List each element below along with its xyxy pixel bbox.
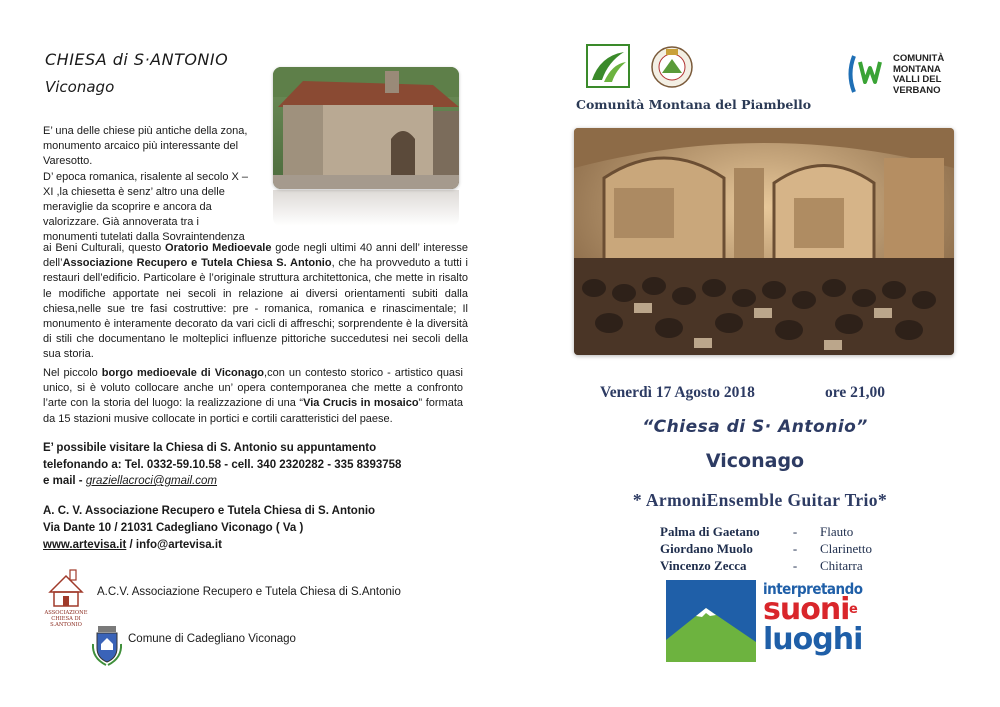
- comunita-montana-name: Comunità Montana del Piambello: [576, 97, 812, 112]
- contact-mail-label: e mail -: [43, 475, 86, 487]
- association-block: A. C. V. Associazione Recupero e Tutela Chiesa di S. Antonio Via Dante 10 / 21031 Cadegliano Viconago ( Va ) www.artevisa.it / info@artevisa.it: [43, 503, 463, 554]
- cmv-line: VALLI DEL: [893, 74, 942, 85]
- event-date: Venerdì 17 Agosto 2018: [600, 384, 755, 401]
- association-email[interactable]: info@artevisa.it: [135, 539, 222, 551]
- intro-line: Varesotto.: [43, 155, 93, 168]
- musician-row: Palma di Gaetano - Flauto: [660, 524, 854, 539]
- intro-line: monumenti tutelati dalla Sovraintendenza: [43, 231, 245, 244]
- concert-photo: [574, 128, 954, 355]
- comune-crest-icon: [90, 624, 124, 668]
- musician-instrument: Chitarra: [820, 558, 863, 573]
- association-address: Via Dante 10 / 21031 Cadegliano Viconago ( Va ): [43, 522, 304, 534]
- logo-word-4: luoghi: [763, 622, 863, 657]
- musician-instrument: Flauto: [820, 524, 854, 539]
- logo-word-3: e: [849, 602, 858, 617]
- left-subtitle: Viconago: [45, 78, 115, 96]
- piambello-seal-icon: [650, 43, 694, 91]
- borgo-paragraph: Nel piccolo borgo medioevale di Viconago,con un contesto storico - artistico quasi unico, si è voluto collocare anche un’ opera contemporanea che mette a confronto l’arte con la storia del luogo: la realizzazione di una “Via Crucis in mosaico” formata da 15 stazioni musive collocate in portici e cortili caratteristici del paese.: [43, 367, 464, 425]
- ensemble-name: * ArmoniEnsemble Guitar Trio*: [632, 490, 888, 510]
- association-name: A. C. V. Associazione Recupero e Tutela Chiesa di S. Antonio: [43, 505, 376, 517]
- contact-phone: telefonando a: Tel. 0332-59.10.58 - cell. 340 2320282 - 335 8393758: [43, 458, 402, 471]
- footer-comune: Comune di Cadegliano Viconago: [128, 633, 296, 645]
- logo-word-1: interpretando: [763, 580, 863, 598]
- musician-name: Vincenzo Zecca: [660, 558, 747, 573]
- church-photo: [273, 67, 459, 189]
- musician-name: Giordano Muolo: [660, 541, 753, 556]
- intro-line: D’ epoca romanica, risalente al secolo X –: [43, 170, 249, 183]
- contact-email-link[interactable]: graziellacroci@gmail.com: [85, 475, 218, 487]
- intro-line: valorizzare. Già annoverata tra i: [43, 216, 199, 229]
- contact-block: [43, 440, 463, 490]
- church-photo-reflection: [273, 190, 459, 226]
- intro-line: XI ,la chiesetta è senz’ altro una delle: [43, 185, 225, 198]
- event-town: Viconago: [705, 450, 805, 472]
- left-title: CHIESA di S·ANTONIO: [45, 50, 229, 69]
- musician-name: Palma di Gaetano: [660, 524, 760, 539]
- cmv-logo: [846, 52, 956, 96]
- website-link[interactable]: www.artevisa.it: [43, 539, 127, 551]
- borgo-highlight: borgo medioevale di Viconago: [101, 367, 265, 379]
- musician-row: Vincenzo Zecca - Chitarra: [660, 558, 863, 573]
- intro-paragraph: [43, 124, 258, 246]
- oratorio-highlight: Oratorio Medioevale: [165, 242, 272, 254]
- event-venue: “Chiesa di S· Antonio”: [642, 417, 868, 437]
- via-crucis-highlight: Via Crucis in mosaico: [303, 397, 419, 410]
- cmv-line: MONTANA: [893, 63, 941, 75]
- logo-word-2: suoni: [763, 592, 850, 627]
- event-datetime: [600, 384, 890, 402]
- musician-row: Giordano Muolo - Clarinetto: [660, 541, 872, 556]
- intro-line: meraviglie da scoprire e ancora da: [43, 201, 212, 214]
- cmv-line: VERBANO: [893, 84, 941, 96]
- acv-logo-text: ASSOCIAZIONE CHIESA DI S.ANTONIO: [44, 610, 88, 628]
- association-highlight: Associazione Recupero e Tutela Chiesa S. Antonio: [62, 257, 332, 270]
- piambello-logo: [586, 44, 630, 88]
- event-time: ore 21,00: [825, 384, 885, 401]
- history-paragraph: ai Beni Culturali, questo Oratorio Medioevale gode negli ultimi 40 anni dell’ interesse dell’Associazione Recupero e Tutela Chiesa S. Antonio, che ha provveduto a tutti i restauri dell’edificio. Particolare è l’originale struttura architettonica, che mette in risalto le modifiche apportate nei secoli in relazione ai diversi orientamenti subiti dalla chiesa,nelle sue tre fasi costruttive: pre - romanica, romanica e rinascimentale; Il monumento è interamente decorato da vari cicli di affreschi; sorprendente è la diversità di stili che documentano le molteplici influenze pittoriche succedutesi nei secoli della sua storia.: [43, 242, 468, 361]
- footer-acv: A.C.V. Associazione Recupero e Tutela Chiesa di S.Antonio: [97, 586, 401, 598]
- interpretando-logo: [666, 580, 866, 662]
- cmv-line: COMUNITÀ: [893, 53, 945, 64]
- contact-visit: E’ possibile visitare la Chiesa di S. Antonio su appuntamento: [43, 442, 377, 454]
- intro-line: E’ una delle chiese più antiche della zona,: [43, 125, 248, 137]
- musician-instrument: Clarinetto: [820, 541, 872, 556]
- intro-line: monumento arcaico più interessante del: [43, 140, 239, 153]
